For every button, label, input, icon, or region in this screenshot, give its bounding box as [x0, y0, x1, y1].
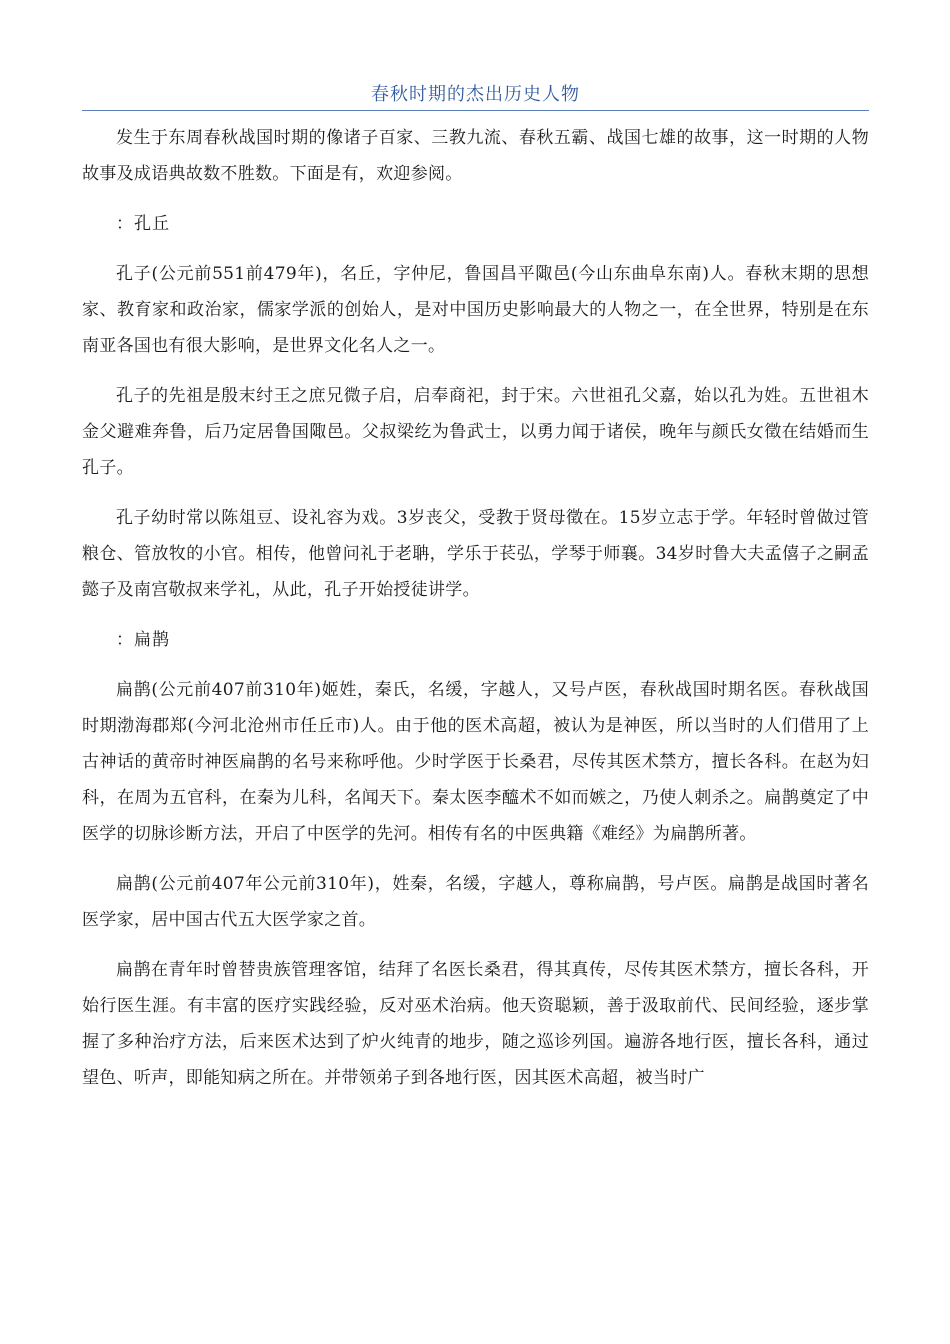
- paragraph-kongzi-2: 孔子的先祖是殷末纣王之庶兄微子启，启奉商祀，封于宋。六世祖孔父嘉，始以孔为姓。五世祖木金父避难奔鲁，后乃定居鲁国陬邑。父叔梁纥为鲁武士，以勇力闻于诸侯，晚年与颜氏女徵在结婚而生孔子。: [82, 386, 869, 478]
- document-body: [82, 120, 869, 1110]
- section-heading-bianque: ：扁鹊: [116, 630, 170, 650]
- intro-paragraph: 发生于东周春秋战国时期的像诸子百家、三教九流、春秋五霸、战国七雄的故事，这一时期的人物故事及成语典故数不胜数。下面是有，欢迎参阅。: [82, 128, 869, 184]
- paragraph-bianque-1: 扁鹊(公元前407前310年)姬姓，秦氏，名缓，字越人，又号卢医，春秋战国时期名医。春秋战国时期渤海郡郑(今河北沧州市任丘市)人。由于他的医术高超，被认为是神医，所以当时的人们借用了上古神话的黄帝时神医扁鹊的名号来称呼他。少时学医于长桑君，尽传其医术禁方，擅长各科。在赵为妇科，在周为五官科，在秦为儿科，名闻天下。秦太医李醯术不如而嫉之，乃使人刺杀之。扁鹊奠定了中医学的切脉诊断方法，开启了中医学的先河。相传有名的中医典籍《难经》为扁鹊所著。: [82, 680, 869, 844]
- paragraph-kongzi-1: 孔子(公元前551前479年)，名丘，字仲尼，鲁国昌平陬邑(今山东曲阜东南)人。春秋末期的思想家、教育家和政治家，儒家学派的创始人，是对中国历史影响最大的人物之一，在全世界，特别是在东南亚各国也有很大影响，是世界文化名人之一。: [82, 264, 869, 356]
- paragraph-bianque-3: 扁鹊在青年时曾替贵族管理客馆，结拜了名医长桑君，得其真传，尽传其医术禁方，擅长各科，开始行医生涯。有丰富的医疗实践经验，反对巫术治病。他天资聪颖，善于汲取前代、民间经验，逐步掌握了多种治疗方法，后来医术达到了炉火纯青的地步，随之巡诊列国。遍游各地行医，擅长各科，通过望色、听声，即能知病之所在。并带领弟子到各地行医，因其医术高超，被当时广: [82, 960, 869, 1088]
- paragraph-bianque-2: 扁鹊(公元前407年公元前310年)，姓秦，名缓，字越人，尊称扁鹊，号卢医。扁鹊是战国时著名医学家，居中国古代五大医学家之首。: [82, 874, 869, 930]
- section-heading-kongqiu: ：孔丘: [116, 214, 170, 234]
- paragraph-kongzi-3: 孔子幼时常以陈俎豆、设礼容为戏。3岁丧父，受教于贤母徵在。15岁立志于学。年轻时曾做过管粮仓、管放牧的小官。相传，他曾问礼于老聃，学乐于苌弘，学琴于师襄。34岁时鲁大夫孟僖子之嗣孟懿子及南宫敬叔来学礼，从此，孔子开始授徒讲学。: [82, 508, 869, 600]
- page-header: [82, 82, 869, 111]
- document-title: 春秋时期的杰出历史人物: [371, 84, 580, 105]
